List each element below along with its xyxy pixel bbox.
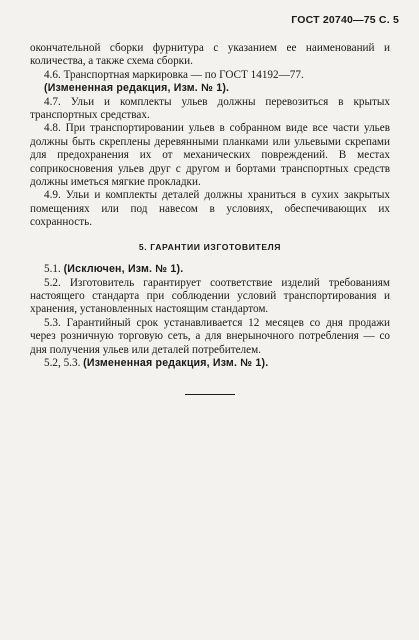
- paragraph-4-6: 4.6. Транспортная маркировка — по ГОСТ 14192—77.: [44, 68, 304, 81]
- paragraph-5-1-excluded-note: (Исключен, Изм. № 1).: [63, 263, 184, 276]
- paragraph-assembly-continued: окончательной сборки фурнитура с указанием ее наименований и количества, а также схема сборки.: [30, 42, 390, 68]
- amendment-note-4-6: (Измененная редакция, Изм. № 1).: [44, 82, 230, 95]
- section-title: 5. ГАРАНТИИ ИЗГОТОВИТЕЛЯ: [138, 241, 282, 252]
- paragraph-4-9: 4.9. Ульи и комплекты деталей должны храниться в сухих закрытых помещениях или под навесом в условиях, обеспечивающих их сохранность.: [30, 189, 390, 229]
- amendment-note-5-2-5-3: [30, 357, 390, 370]
- paragraph-4-7: 4.7. Ульи и комплекты ульев должны перевозиться в крытых транспортных средствах.: [30, 95, 390, 122]
- end-rule: [185, 394, 235, 395]
- paragraph-5-1-number: 5.1.: [44, 263, 61, 276]
- paragraph-5-3: 5.3. Гарантийный срок устанавливается 12 месяцев со дня продажи через розничную торговую сеть, а для внерыночного потребления — со дня получения ульев или деталей потребителем.: [30, 316, 390, 356]
- paragraph-4-8: 4.8. При транспортировании ульев в собранном виде все части ульев должны быть скреплены деревянными планками или ульевыми скрепами для предохранения их от механических повреждений. В местах соприкосновения ульев друг с другом и бортами транспортных средств должны иметься мягкие прокладки.: [30, 122, 390, 189]
- document-body: [30, 42, 390, 395]
- amendment-note-text: (Измененная редакция, Изм. № 1).: [83, 356, 269, 369]
- paragraph-5-1: [30, 263, 390, 276]
- page-header: ГОСТ 20740—75 С. 5: [291, 14, 399, 26]
- amendment-note-number: 5.2, 5.3.: [44, 356, 81, 369]
- paragraph-5-2: 5.2. Изготовитель гарантирует соответствие изделий требованиям настоящего стандарта при соблюдении условий транспортирования и хранения, установленных настоящим стандартом.: [30, 276, 390, 316]
